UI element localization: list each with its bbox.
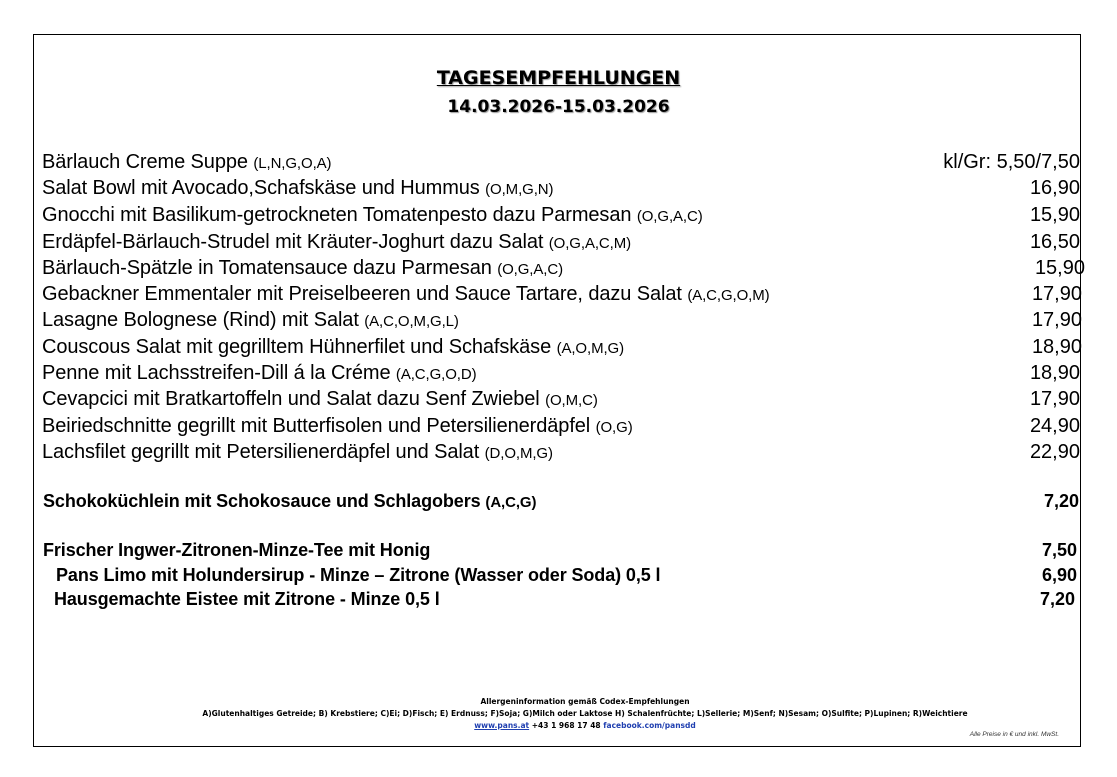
allergen-info-title: Allergeninformation gemäß Codex-Empfehlungen — [480, 697, 690, 706]
dish-name: Erdäpfel-Bärlauch-Strudel mit Kräuter-Joghurt dazu Salat (O,G,A,C,M) — [42, 231, 632, 253]
dish-allergens: (L,N,G,O,A) — [253, 155, 332, 172]
dish-allergens: (A,C,O,M,G,L) — [364, 313, 459, 330]
dessert-price: 7,20 — [1043, 491, 1079, 511]
dish-allergens: (A,C,G,O,D) — [395, 366, 477, 383]
dish-allergens: (O,G,A,C) — [636, 208, 703, 225]
dish-name: Penne mit Lachsstreifen-Dill á la Créme (A,C,G,O,D) — [42, 362, 477, 384]
website-link[interactable]: www.pans.at — [474, 721, 530, 730]
dish-name: Bärlauch-Spätzle in Tomatensauce dazu Parmesan (O,G,A,C) — [42, 257, 563, 279]
dish-name: Gebackner Emmentaler mit Preiselbeeren und Sauce Tartare, dazu Salat (A,C,G,O,M) — [42, 283, 770, 305]
dish-price: 17,90 — [1031, 283, 1082, 305]
dish-allergens: (O,G) — [595, 419, 633, 436]
dish-name: Beiriedschnitte gegrillt mit Butterfisolen und Petersilienerdäpfel (O,G) — [42, 415, 633, 437]
dish-allergens: (D,O,M,G) — [484, 445, 553, 462]
drink-price: 7,50 — [1041, 540, 1077, 560]
dish-allergens: (O,G,A,C) — [497, 261, 563, 278]
dish-name: Salat Bowl mit Avocado,Schafskäse und Hummus (O,M,G,N) — [42, 177, 554, 199]
dish-allergens: (O,M,C) — [545, 392, 598, 409]
dish-price: 16,90 — [1029, 177, 1080, 199]
dish-name: Lasagne Bolognese (Rind) mit Salat (A,C,O,M,G,L) — [42, 309, 459, 331]
dish-price: 17,90 — [1029, 388, 1080, 410]
drink-name: Frischer Ingwer-Zitronen-Minze-Tee mit Honig — [43, 540, 431, 560]
dish-price: 15,90 — [1034, 257, 1085, 279]
dish-allergens: (A,O,M,G) — [556, 340, 624, 357]
dish-allergens: (O,M,G,N) — [485, 181, 554, 198]
dish-name: Bärlauch Creme Suppe (L,N,G,O,A) — [42, 151, 332, 173]
menu-date-range: 14.03.2026-15.03.2026 — [447, 97, 670, 117]
menu-title: TAGESEMPFEHLUNGEN — [436, 67, 681, 89]
dish-price: 15,90 — [1029, 204, 1080, 226]
price-note: Alle Preise in € und inkl. MwSt. — [969, 731, 1059, 738]
dish-price: 24,90 — [1029, 415, 1080, 437]
dish-name: Lachsfilet gegrillt mit Petersilienerdäpfel und Salat (D,O,M,G) — [42, 441, 553, 463]
dish-allergens: (A,C,G,O,M) — [687, 287, 770, 304]
drink-name: Hausgemachte Eistee mit Zitrone - Minze 0,5 l — [54, 589, 440, 609]
drink-price: 6,90 — [1041, 565, 1077, 585]
dish-price: 18,90 — [1029, 362, 1080, 384]
dish-price: 22,90 — [1029, 441, 1080, 463]
dessert-allergens: (A,C,G) — [485, 494, 537, 511]
drink-price: 7,20 — [1039, 589, 1075, 609]
facebook-link[interactable]: facebook.com/pansdd — [603, 721, 696, 730]
dish-price: kl/Gr: 5,50/7,50 — [943, 151, 1080, 173]
dessert-name: Schokoküchlein mit Schokosauce und Schlagobers (A,C,G) — [43, 491, 537, 511]
dish-price: 16,50 — [1029, 231, 1080, 253]
dish-name: Gnocchi mit Basilikum-getrockneten Tomatenpesto dazu Parmesan (O,G,A,C) — [42, 204, 703, 226]
dish-name: Couscous Salat mit gegrilltem Hühnerfilet und Schafskäse (A,O,M,G) — [42, 336, 624, 358]
dish-allergens: (O,G,A,C,M) — [548, 235, 632, 252]
dish-price: 17,90 — [1031, 309, 1082, 331]
allergen-legend: A)Glutenhaltiges Getreide; B) Krebstiere; C)Ei; D)Fisch; E) Erdnuss; F)Soja; G)Milch oder Laktose H) Schalenfrüchte; L)Sellerie; M)Senf; N)Sesam; O)Sulfite; P)Lupinen; R)Weichtiere — [202, 709, 968, 718]
phone-number: +43 1 968 17 48 — [529, 721, 604, 730]
dish-price: 18,90 — [1031, 336, 1082, 358]
dish-name: Cevapcici mit Bratkartoffeln und Salat dazu Senf Zwiebel (O,M,C) — [42, 388, 598, 410]
contact-line — [0, 721, 1117, 730]
drink-name: Pans Limo mit Holundersirup - Minze – Zitrone (Wasser oder Soda) 0,5 l — [56, 565, 661, 585]
